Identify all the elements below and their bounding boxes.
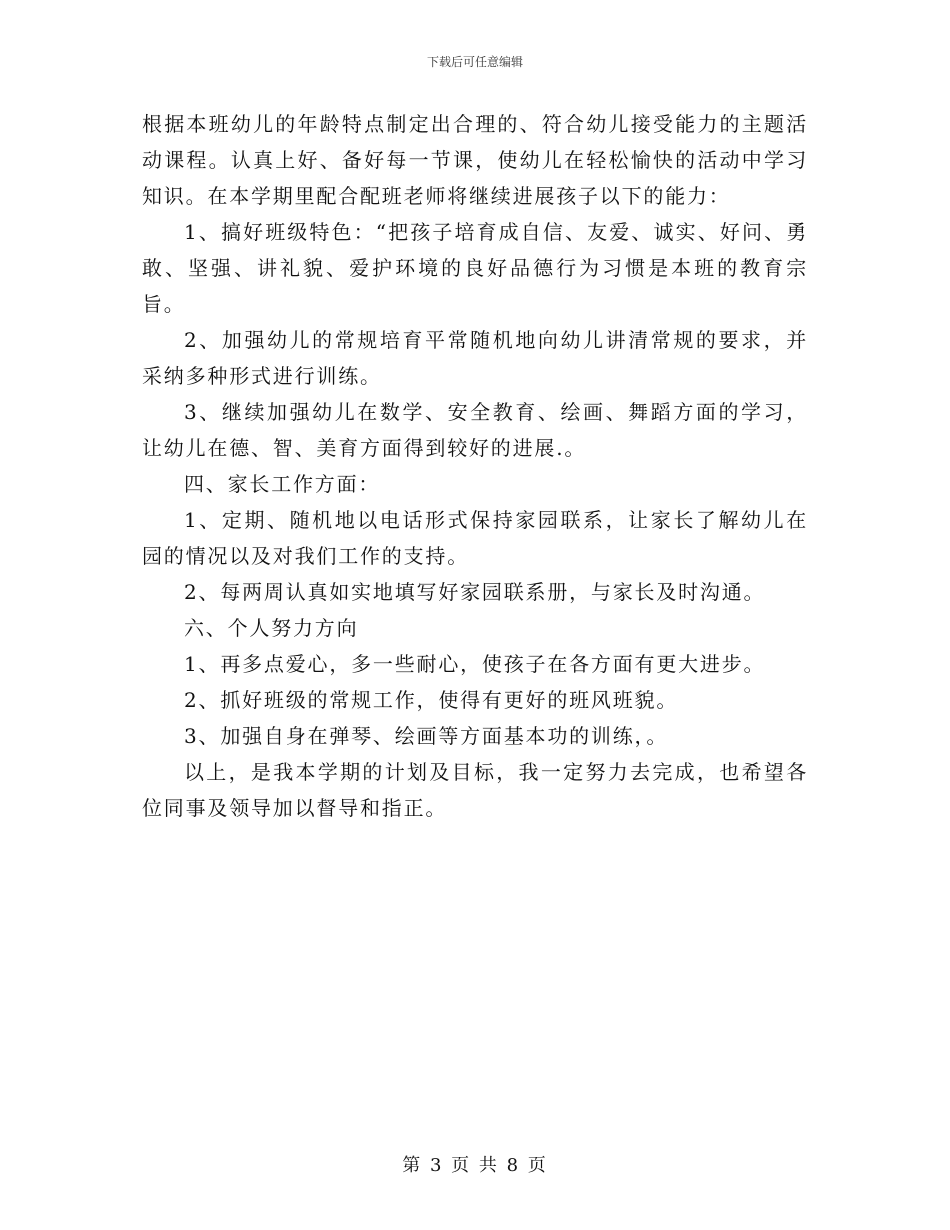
list-item: 2、抓好班级的常规工作，使得有更好的班风班貌。 — [184, 688, 679, 712]
list-item: 1、定期、随机地以电话形式保持家园联系，让家长了解幼儿在园的情况以及对我们工作的支持。 — [142, 508, 808, 568]
list-item: 1、再多点爱心，多一些耐心，使孩子在各方面有更大进步。 — [184, 652, 766, 676]
list-item: 2、加强幼儿的常规培育平常随机地向幼儿讲清常规的要求，并采纳多种形式进行训练。 — [142, 328, 808, 388]
closing-paragraph: 以上，是我本学期的计划及目标，我一定努力去完成，也希望各位同事及领导加以督导和指正。 — [142, 760, 808, 820]
page-number: 第 3 页 共 8 页 — [402, 1155, 548, 1176]
list-item: 3、加强自身在弹琴、绘画等方面基本功的训练，。 — [184, 724, 669, 748]
section-heading: 六、个人努力方向 — [184, 616, 359, 640]
list-item: 3、继续加强幼儿在数学、安全教育、绘画、舞蹈方面的学习，让幼儿在德、智、美育方面得到较好的进展.。 — [142, 400, 808, 460]
list-item: 1、搞好班级特色：“把孩子培育成自信、友爱、诚实、好问、勇敢、坚强、讲礼貌、爱护环境的良好品德行为习惯是本班的教育宗旨。 — [142, 220, 808, 316]
page-header: 下载后可任意编辑 — [426, 55, 523, 69]
paragraph: 根据本班幼儿的年龄特点制定出合理的、符合幼儿接受能力的主题活动课程。认真上好、备好每一节课，使幼儿在轻松愉快的活动中学习知识。在本学期里配合配班老师将继续进展孩子以下的能力： — [142, 112, 808, 208]
document-body — [142, 106, 808, 826]
section-heading: 四、家长工作方面： — [184, 472, 381, 496]
list-item: 2、每两周认真如实地填写好家园联系册，与家长及时沟通。 — [184, 580, 766, 604]
